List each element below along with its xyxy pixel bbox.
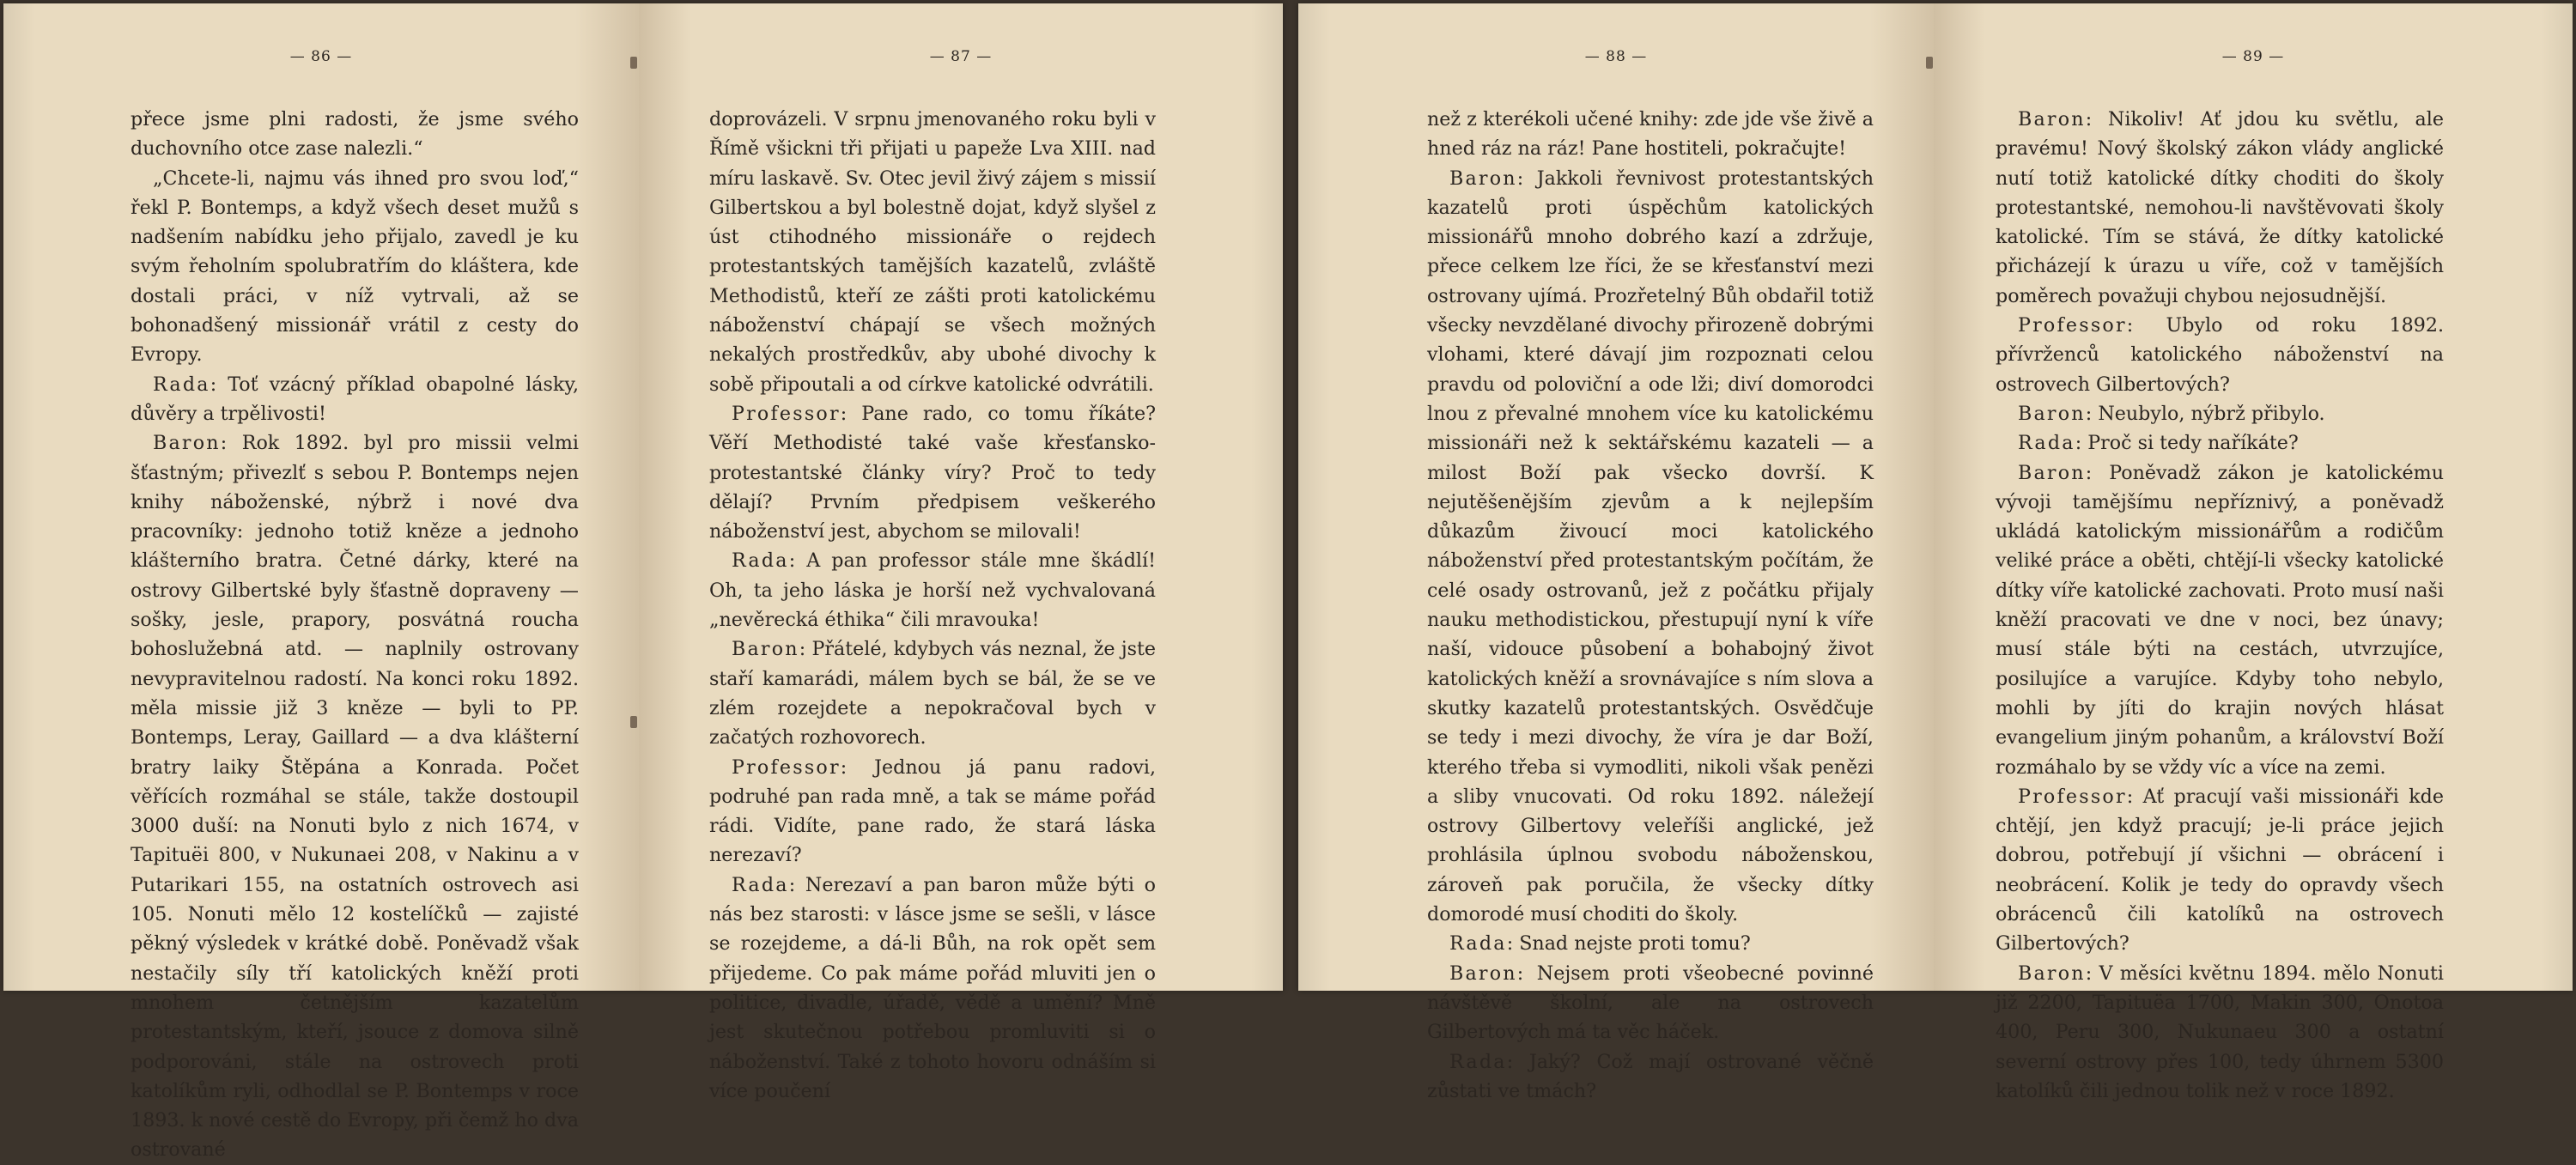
- speaker-name: Rada: [732, 873, 789, 896]
- paragraph-text: Přátelé, kdybych vás neznal, že jste staří kamarádi, málem bych se bál, že se ve zlém rozejdete a nepokračoval bych v začatých rozhovorech.: [709, 638, 1157, 749]
- page-text: [1996, 105, 2444, 1106]
- paragraph-text: Jednou já panu radovi, podruhé pan rada mně, a tak se máme pořád rádi. Vidíte, pane rado, že stará láska nerezaví?: [709, 755, 1156, 867]
- paragraph-text: přece jsme plni radosti, že jsme svého duchovního otce zase nalezli.“: [131, 108, 579, 161]
- paragraph: Baron: Poněvadž zákon je katolickému vývoji tamějšímu nepříznivý, a poněvadž ukládá katolickým missionářům a rodičům veliké práce a oběti, chtějí-li všecky katolické dítky víře katolické zachovati. Proto musí naši kněží pracovati ve dne v noci, bez únavy; musí stále býti na cestách, utvrzujíce, posilujíce a varujíce. Kdyby toho nebylo, mohli by jíti do krajin nových hlásat evangelium jiným pohanům, a království Boží rozmáhalo by se vždy víc a více na zemi.: [1996, 461, 2444, 779]
- paragraph: Baron: V měsíci květnu 1894. mělo Nonuti již 2200, Tapituëa 1700, Makin 300, Onotoa 400, Peru 300, Nukunaeu 300 a ostatní severní ostrovy přes 100, tedy úhrnem 5300 katolíků čili jednou tolik než v roce 1892.: [1996, 962, 2444, 1102]
- paragraph-text: „Chcete-li, najmu vás ihned pro svou loď,“ řekl P. Bontemps, a když všech deset mužů s nadšením nabídku jeho přijalo, zavedl je ku svým řeholním spolubratřím do kláštera, kde dostali práci, v níž vytrvali, až se bohonadšený missionář vrátil z cesty do Evropy.: [131, 167, 579, 367]
- paragraph: Rada: Jaký? Což mají ostrované věčně zůstati ve tmách?: [1427, 1050, 1874, 1102]
- paragraph-text: V měsíci květnu 1894. mělo Nonuti již 2200, Tapituëa 1700, Makin 300, Onotoa 400, Peru 300, Nukunaeu 300 a ostatní severní ostrovy přes 100, tedy úhrnem 5300 katolíků čili jednou tolik než v roce 1892.: [1996, 962, 2444, 1102]
- speaker-name: Professor: [732, 755, 841, 779]
- paragraph-text: Snad nejste proti tomu?: [1519, 932, 1751, 956]
- paragraph-text: Jakkoli řevnivost protestantských kazatelů proti úspěchům katolických missionářů mnoho dobrého kazí a zdržuje, přece celkem lze říci, že se křesťanství mezi ostrovany ujímá. Prozřetelný Bůh obdařil totiž všecky nevzdělané divochy přirozeně dobrými vlohami, které dávají jim rozpoznati celou pravdu od poloviční a ode lži; diví domorodci lnou z převalné mnohem více ku katolickému missionáři než k sektářskému kazateli — a milost Boží pak všecko dovrší. K nejutěšenějším zjevům a k nejlepším důkazům živoucí moci katolického náboženství před protestantským počítám, že celé osady ostrovanů, jež z počátku přijaly nauku methodistickou, přestupují nyní k víře naší, vidouce působení a bohabojný život katolických kněží a srovnávajíce s ním slova a skutky kazatelů protestantských. Osvědčuje se tedy i mezi divochy, že víra je dar Boží, kterého třeba si vymodliti, nikoli však penězi a sliby vnucovati. Od roku 1892. náležejí ostrovy Gilbertovy veleříši anglické, jež prohlásila úplnou svobodu náboženskou, zároveň pak poručila, že všecky dítky domorodé musí choditi do školy.: [1427, 167, 1874, 926]
- paragraph-text: Proč si tedy naříkáte?: [2087, 432, 2299, 455]
- paragraph-text: Nejsem proti všeobecné povinné návštěvě školní, ale na ostrovech Gilbertových má ta věc háček.: [1427, 962, 1874, 1044]
- paragraph: Rada: Snad nejste proti tomu?: [1449, 932, 1751, 956]
- binding-staple: [630, 716, 637, 728]
- paragraph: Rada: Nerezaví a pan baron může býti o nás bez starosti: v lásce jsme se sešli, v lásce se rozejdeme, a dá-li Bůh, na rok opět sem přijedeme. Co pak máme pořád mluviti jen o politice, divadle, úřadě, vědě a umění? Mně jest skutečnou potřebou promluviti si o náboženství. Také z tohoto hovoru odnáším si více poučení: [709, 873, 1157, 1102]
- page-87: [639, 3, 1283, 1102]
- paragraph: Professor: Ubylo od roku 1892. přívrženců katolického náboženství na ostrovech Gilbertových?: [1996, 314, 2445, 396]
- paragraph: Rada: Proč si tedy naříkáte?: [2018, 432, 2299, 455]
- speaker-name: Baron: [153, 432, 221, 455]
- speaker-name: Baron: [1449, 167, 1517, 190]
- page-86: [3, 3, 639, 1162]
- paragraph-text: A pan professor stále mne škádlí! Oh, ta jeho láska je horší než vychvalovaná „nevěrecká éthika“ čili mravouka!: [709, 549, 1157, 632]
- page-text: [131, 105, 579, 1165]
- paragraph: Professor: Jednou já panu radovi, podruhé pan rada mně, a tak se máme pořád rádi. Vidíte, pane rado, že stará láska nerezaví?: [709, 755, 1156, 867]
- paragraph-text: Neubylo, nýbrž přibylo.: [2098, 402, 2325, 425]
- speaker-name: Rada: [1449, 932, 1507, 956]
- speaker-name: Professor: [732, 402, 841, 425]
- paragraph: [131, 164, 579, 370]
- speaker-name: Rada: [2018, 432, 2075, 455]
- page-number: — 86 —: [289, 48, 353, 65]
- paragraph-text: Toť vzácný příklad obapolné lásky, důvěry a trpělivosti!: [131, 373, 579, 425]
- speaker-name: Professor: [2018, 785, 2127, 808]
- page-number: — 89 —: [2221, 48, 2285, 65]
- speaker-name: Baron: [732, 638, 799, 661]
- paragraph: Professor: Ať pracují vaši missionáři kde chtějí, jen když pracují; je-li práce jejich dobrou, potřebují jí všichni — obrácení i neobrácení. Kolik je tedy do opravdy všech obrácenců čili katolíků na ostrovech Gilbertových?: [1996, 785, 2444, 956]
- paragraph: [131, 105, 579, 164]
- paragraph-text: doprovázeli. V srpnu jmenovaného roku byli v Římě všickni tři přijati u papeže Lva XIII. nad míru laskavě. Sv. Otec jevil živý zájem s missií Gilbertskou a byl bolestně dojat, když slyšel z úst ctihodného missionáře o rejdech protestantských tamějších kazatelů, zvláště Methodistů, kteří ze zášti proti katolickému náboženství chápají se všech možných nekalých prostředkův, aby ubohé divochy k sobě připoutali a od církve katolické odvrátili.: [709, 108, 1156, 396]
- book-spread-right: [1298, 3, 2573, 1102]
- speaker-name: Rada: [153, 373, 210, 396]
- paragraph-text: Jaký? Což mají ostrované věčně zůstati ve tmách?: [1427, 1050, 1874, 1102]
- paragraph: Baron: Jakkoli řevnivost protestantských kazatelů proti úspěchům katolických missionářů mnoho dobrého kazí a zdržuje, přece celkem lze říci, že se křesťanství mezi ostrovany ujímá. Prozřetelný Bůh obdařil totiž všecky nevzdělané divochy přirozeně dobrými vlohami, které dávají jim rozpoznati celou pravdu od poloviční a ode lži; diví domorodci lnou z převalné mnohem více ku katolickému missionáři než k sektářskému kazateli — a milost Boží pak všecko dovrší. K nejutěšenějším zjevům a k nejlepším důkazům živoucí moci katolického náboženství před protestantským počítám, že celé osady ostrovanů, jež z počátku přijaly nauku methodistickou, přestupují nyní k víře naší, vidouce působení a bohabojný život katolických kněží a srovnávajíce s ním slova a skutky kazatelů protestantských. Osvědčuje se tedy i mezi divochy, že víra je dar Boží, kterého třeba si vymodliti, nikoli však penězi a sliby vnucovati. Od roku 1892. náležejí ostrovy Gilbertovy veleříši anglické, jež prohlásila úplnou svobodu náboženskou, zároveň pak poručila, že všecky dítky domorodé musí choditi do školy.: [1427, 167, 1874, 926]
- speaker-name: Rada: [732, 549, 789, 573]
- speaker-name: Baron: [2018, 108, 2086, 130]
- page-88: [1298, 3, 1934, 1102]
- paragraph: Baron: Rok 1892. byl pro missii velmi šťastným; přivezlť s sebou P. Bontemps nejen knihy náboženské, nýbrž i nové dva pracovníky: jednoho totiž kněze a jednoho klášterního bratra. Četné dárky, které na ostrovy Gilbertské byly šťastně dopraveny — sošky, jesle, prapory, posvátná roucha bohoslužebná atd. — naplnily ostrovany nevypravitelnou radostí. Na konci roku 1892. měla missie již 3 kněze — byli to PP. Bontemps, Leray, Gaillard — a dva klášterní bratry laiky Štěpána a Konrada. Počet věřících rozmáhal se stále, takže dostoupil 3000 duší: na Nonuti bylo z nich 1674, v Tapituëi 800, v Nukunaei 208, v Nakinu a v Putarikari 155, na ostatních ostrovech asi 105. Nonuti mělo 12 kostelíčků — zajisté pěkný výsledek v krátké době. Poněvadž však nestačily síly tří katolických kněží proti mnohem četnějším kazatelům protestantským, kteří, jsouce z domova silně podporováni, stále na ostrovech proti katolíkům ryli, odhodlal se P. Bontemps v roce 1893. k nové cestě do Evropy, při čemž ho dva ostrované: [131, 432, 580, 1162]
- binding-staple: [630, 57, 637, 69]
- paragraph: [709, 105, 1156, 399]
- paragraph: Baron: Přátelé, kdybych vás neznal, že jste staří kamarádi, málem bych se bál, že se ve zlém rozejdete a nepokračoval bych v začatých rozhovorech.: [709, 638, 1157, 749]
- speaker-name: Baron: [2018, 402, 2086, 425]
- paragraph: Baron: Nikoliv! Ať jdou ku světlu, ale pravému! Nový školský zákon vlády anglické nutí totiž katolické dítky choditi do školy protestantské, nemohou-li navštěvovati školy katolické. Tím se stává, že dítky katolické přicházejí k úrazu u víře, což v tamějších poměrech považuji chybou nejosudnější.: [1996, 108, 2444, 307]
- paragraph: Rada: Toť vzácný příklad obapolné lásky, důvěry a trpělivosti!: [131, 373, 579, 425]
- paragraph-text: Poněvadž zákon je katolickému vývoji tamějšímu nepříznivý, a poněvadž ukládá katolickým missionářům a rodičům veliké práce a oběti, chtějí-li všecky katolické dítky víře katolické zachovati. Proto musí naši kněží pracovati ve dne v noci, bez únavy; musí stále býti na cestách, utvrzujíce, posilujíce a varujíce. Kdyby toho nebylo, mohli by jíti do krajin nových hlásat evangelium jiným pohanům, a království Boží rozmáhalo by se vždy víc a více na zemi.: [1996, 461, 2444, 779]
- paragraph: Rada: A pan professor stále mne škádlí! Oh, ta jeho láska je horší než vychvalovaná „nevěrecká éthika“ čili mravouka!: [709, 549, 1157, 632]
- page-89: [1934, 3, 2573, 1102]
- paragraph-text: Rok 1892. byl pro missii velmi šťastným; přivezlť s sebou P. Bontemps nejen knihy náboženské, nýbrž i nové dva pracovníky: jednoho totiž kněze a jednoho klášterního bratra. Četné dárky, které na ostrovy Gilbertské byly šťastně dopraveny — sošky, jesle, prapory, posvátná roucha bohoslužebná atd. — naplnily ostrovany nevypravitelnou radostí. Na konci roku 1892. měla missie již 3 kněze — byli to PP. Bontemps, Leray, Gaillard — a dva klášterní bratry laiky Štěpána a Konrada. Počet věřících rozmáhal se stále, takže dostoupil 3000 duší: na Nonuti bylo z nich 1674, v Tapituëi 800, v Nukunaei 208, v Nakinu a v Putarikari 155, na ostatních ostrovech asi 105. Nonuti mělo 12 kostelíčků — zajisté pěkný výsledek v krátké době. Poněvadž však nestačily síly tří katolických kněží proti mnohem četnějším kazatelům protestantským, kteří, jsouce z domova silně podporováni, stále na ostrovech proti katolíkům ryli, odhodlal se P. Bontemps v roce 1893. k nové cestě do Evropy, při čemž ho dva ostrované: [131, 432, 580, 1162]
- page-text: [1427, 105, 1874, 1106]
- paragraph: Professor: Pane rado, co tomu říkáte? Věří Methodisté také vaše křesťansko-protestantské články víry? Proč to tedy dělají? Prvním předpisem veškerého náboženství jest, abychom se milovali!: [709, 402, 1156, 543]
- speaker-name: Rada: [1449, 1050, 1507, 1073]
- paragraph: Baron: Nejsem proti všeobecné povinné návštěvě školní, ale na ostrovech Gilbertových má ta věc háček.: [1427, 962, 1874, 1044]
- speaker-name: Professor: [2018, 314, 2127, 337]
- paragraph-text: Ať pracují vaši missionáři kde chtějí, jen když pracují; je-li práce jejich dobrou, potřebují jí všichni — obrácení i neobrácení. Kolik je tedy do opravdy všech obrácenců čili katolíků na ostrovech Gilbertových?: [1996, 785, 2444, 956]
- speaker-name: Baron: [2018, 962, 2086, 985]
- paragraph-text: Nerezaví a pan baron může býti o nás bez starosti: v lásce jsme se sešli, v lásce se rozejdeme, a dá-li Bůh, na rok opět sem přijedeme. Co pak máme pořád mluviti jen o politice, divadle, úřadě, vědě a umění? Mně jest skutečnou potřebou promluviti si o náboženství. Také z tohoto hovoru odnáším si více poučení: [709, 873, 1157, 1102]
- paragraph: Baron: Neubylo, nýbrž přibylo.: [2018, 402, 2325, 425]
- paragraph-text: Nikoliv! Ať jdou ku světlu, ale pravému! Nový školský zákon vlády anglické nutí totiž katolické dítky choditi do školy protestantské, nemohou-li navštěvovati školy katolické. Tím se stává, že dítky katolické přicházejí k úrazu u víře, což v tamějších poměrech považuji chybou nejosudnější.: [1996, 108, 2444, 307]
- paragraph-text: než z kterékoli učené knihy: zde jde vše živě a hned ráz na ráz! Pane hostiteli, pokračujte!: [1427, 108, 1874, 161]
- page-number: — 87 —: [929, 48, 993, 65]
- paragraph-text: Ubylo od roku 1892. přívrženců katolického náboženství na ostrovech Gilbertových?: [1996, 314, 2445, 396]
- speaker-name: Baron: [1449, 962, 1517, 985]
- paragraph: [1427, 105, 1874, 164]
- page-text: [709, 105, 1156, 1106]
- paragraph-text: Pane rado, co tomu říkáte? Věří Methodisté také vaše křesťansko-protestantské články víry? Proč to tedy dělají? Prvním předpisem veškerého náboženství jest, abychom se milovali!: [709, 402, 1156, 543]
- book-spread-left: [3, 3, 1283, 1162]
- binding-staple: [1926, 57, 1933, 69]
- page-number: — 88 —: [1584, 48, 1648, 65]
- speaker-name: Baron: [2018, 461, 2086, 484]
